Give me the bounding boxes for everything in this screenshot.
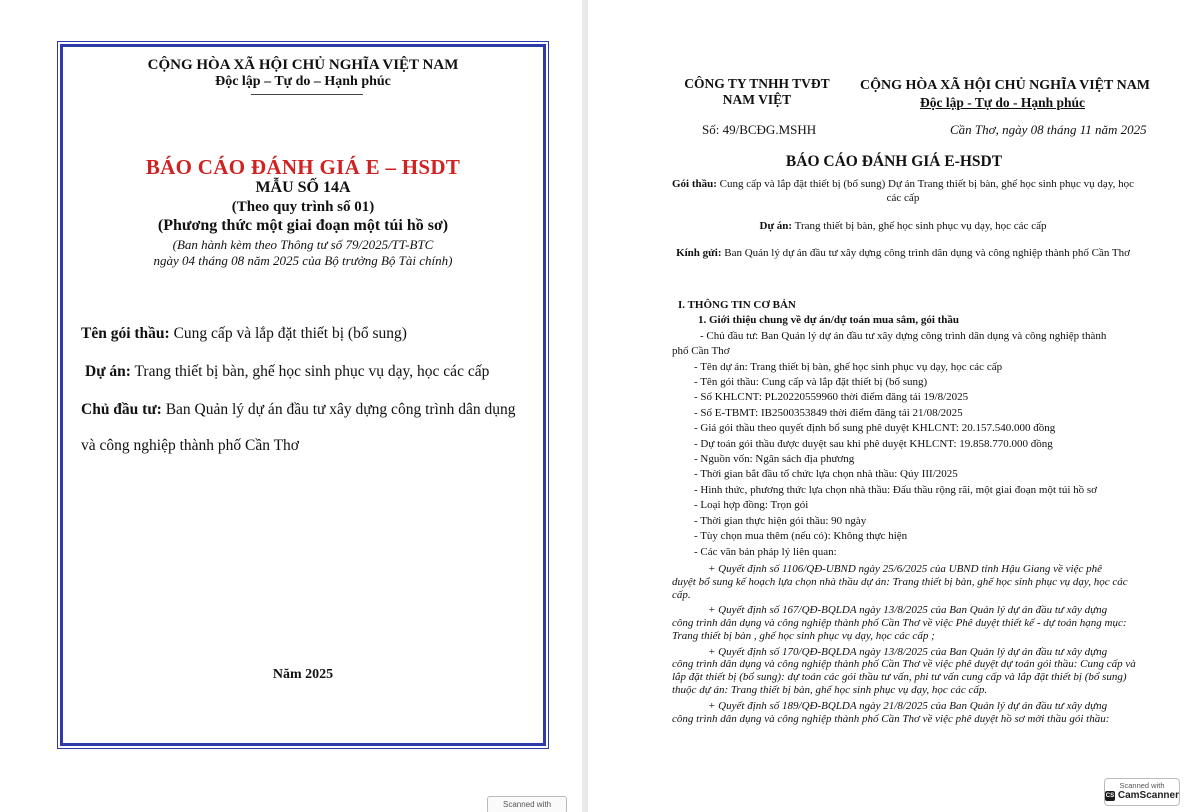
recipient-line: [668, 246, 1138, 260]
legal-item-first-line: + Quyết định số 167/QĐ-BQLDA ngày 13/8/2025 của Ban Quản lý dự án đầu tư xây dựng: [708, 604, 1108, 617]
investor-value: Ban Quản lý dự án đầu tư xây dựng công trình dân dụng: [161, 401, 516, 418]
legal-document-item: [672, 563, 1142, 601]
issued-note-line1: (Ban hành kèm theo Thông tư số 79/2025/TT-BTC: [172, 237, 434, 252]
subsection-heading: 1. Giới thiệu chung về dự án/dự toán mua sắm, gói thầu: [698, 314, 960, 327]
document-date: Cần Thơ, ngày 08 tháng 11 năm 2025: [950, 122, 1147, 137]
list-item: - Tên gói thầu: Cung cấp và lắp đặt thiết bị (bổ sung): [694, 376, 928, 389]
package-field: [81, 325, 407, 343]
report-title: BÁO CÁO ĐÁNH GIÁ E – HSDT: [145, 155, 461, 179]
list-item: - Tên dự án: Trang thiết bị bàn, ghế học sinh phục vụ dạy, học các cấp: [694, 360, 1003, 373]
legal-item-first-line: + Quyết định số 1106/QĐ-UBND ngày 25/6/2025 của UBND tỉnh Hậu Giang về việc phê: [708, 562, 1102, 575]
list-item: - Loại hợp đồng: Trọn gói: [694, 499, 809, 512]
document-page-report: [588, 0, 1200, 812]
list-item: - Số E-TBMT: IB2500353849 thời điểm đăng tải 21/08/2025: [694, 406, 963, 419]
project-value: Trang thiết bị bàn, ghế học sinh phục vụ dạy, học các cấp: [130, 363, 490, 380]
legal-document-item: [672, 700, 1142, 726]
list-item: - Các văn bản pháp lý liên quan:: [694, 545, 837, 558]
investor-item-continued: phố Cần Thơ: [672, 345, 730, 358]
motto: Độc lập - Tự do - Hạnh phúc: [920, 95, 1086, 110]
cover-border-frame: [60, 44, 546, 746]
report-body: [672, 298, 1142, 725]
issued-note-line2: ngày 04 tháng 08 năm 2025 của Bộ trưởng Bộ Tài chính): [153, 253, 453, 268]
company-name: [662, 76, 852, 108]
list-item: - Số KHLCNT: PL20220559960 thời điểm đăng tải 19/8/2025: [694, 391, 969, 404]
legal-document-item: [672, 646, 1142, 697]
list-item: - Thời gian bắt đầu tổ chức lựa chọn nhà thầu: Qúy III/2025: [694, 468, 958, 481]
nation-heading: CỘNG HÒA XÃ HỘI CHỦ NGHĨA VIỆT NAM: [860, 78, 1151, 93]
project-line: [668, 219, 1138, 233]
document-number: Số: 49/BCĐG.MSHH: [702, 122, 817, 137]
legal-item-rest: công trình dân dụng và công nghiệp thành phố Cần Thơ về việc Phê duyệt thiết kế - dự toán hạng mục: Trang thiết bị bàn , ghế học sinh phục vụ dạy, học các cấp ;: [672, 617, 1127, 642]
investor-field: [81, 401, 515, 419]
legal-item-first-line: + Quyết định số 189/QĐ-BQLDA ngày 21/8/2025 của Ban Quản lý dự án đầu tư xây dựng: [708, 699, 1108, 712]
process-note: (Theo quy trình số 01): [231, 199, 375, 215]
investor-item: - Chủ đầu tư: Ban Quản lý dự án đầu tư xây dựng công trình dân dụng và công nghiệp thành: [700, 329, 1107, 342]
legal-item-rest: công trình dân dụng và công nghiệp thành phố Cần Thơ về việc phê duyệt dự toán gói thầu: Cung cấp và lắp đặt thiết bị (bổ sung): dự toán các gói thầu tư vấn, phi tư vấn cung cấp và lắp đặt thiết bị (bổ sung) thuộc dự án: Trang thiết bị bàn, ghế học sinh phục vụ dạy, học các cấp.: [672, 658, 1136, 697]
package-value: Cung cấp và lắp đặt thiết bị (bổ sung): [169, 325, 407, 342]
motto-underline: [251, 94, 363, 95]
list-item: - Dự toán gói thầu được duyệt sau khi phê duyệt KHLCNT: 19.858.770.000 đồng: [694, 437, 1053, 450]
package-label: Tên gói thầu:: [81, 325, 170, 342]
section-heading: I. THÔNG TIN CƠ BẢN: [678, 299, 796, 311]
list-item: - Hình thức, phương thức lựa chọn nhà thầu: Đấu thầu rộng rãi, một giai đoạn một túi hồ sơ: [694, 483, 1097, 496]
motto: Độc lập – Tự do – Hạnh phúc: [215, 74, 391, 89]
nation-heading: CỘNG HÒA XÃ HỘI CHỦ NGHĨA VIỆT NAM: [147, 57, 459, 73]
package-line: [668, 177, 1138, 205]
legal-item-first-line: + Quyết định số 170/QĐ-BQLDA ngày 13/8/2025 của Ban Quản lý dự án đầu tư xây dựng: [708, 645, 1108, 658]
list-item: - Thời gian thực hiện gói thầu: 90 ngày: [694, 514, 867, 527]
investor-label: Chủ đầu tư:: [81, 401, 162, 418]
legal-item-rest: công trình dân dụng và công nghiệp thành phố Cần Thơ về việc phê duyệt hồ sơ mời thầu gói thầu:: [672, 712, 1110, 725]
camscanner-caption: Scanned with: [1119, 781, 1165, 790]
package-label: Gói thầu:: [671, 178, 717, 190]
recipient-label: Kính gửi:: [676, 247, 722, 259]
cover-year: Năm 2025: [272, 667, 334, 682]
camscanner-name: CamScanner: [1117, 790, 1179, 801]
report-title: BÁO CÁO ĐÁNH GIÁ E-HSDT: [785, 153, 1003, 170]
project-label: Dự án:: [85, 363, 131, 380]
company-name-line1: CÔNG TY TNHH TVĐT: [684, 76, 830, 91]
package-value: Cung cấp và lắp đặt thiết bị (bổ sung) Dự án Trang thiết bị bàn, ghế học sinh phục vụ dạy, học các cấp: [716, 178, 1134, 204]
legal-item-rest: duyệt bổ sung kế hoạch lựa chọn nhà thầu dự án: Trang thiết bị bàn, ghế học sinh phục vụ dạy, học các cấp.: [672, 575, 1128, 601]
method-note: (Phương thức một giai đoạn một túi hồ sơ): [157, 217, 449, 234]
form-number: MẪU SỐ 14A: [255, 179, 351, 196]
project-value: Trang thiết bị bàn, ghế học sinh phục vụ dạy, học các cấp: [792, 220, 1047, 232]
legal-document-item: [672, 604, 1142, 642]
list-item: - Tùy chọn mua thêm (nếu có): Không thực hiện: [694, 530, 908, 543]
camscanner-icon: CS: [1105, 792, 1115, 799]
project-field: [85, 363, 489, 381]
camscanner-stamp-partial: Scanned with: [487, 796, 567, 812]
company-name-line2: NAM VIỆT: [722, 92, 792, 107]
project-label: Dự án:: [759, 220, 793, 232]
list-item: - Nguồn vốn: Ngân sách địa phương: [694, 453, 855, 466]
camscanner-stamp: [1104, 778, 1180, 806]
recipient-value: Ban Quản lý dự án đầu tư xây dựng công trình dân dụng và công nghiệp thành phố Cần Thơ: [721, 247, 1130, 259]
list-item: - Giá gói thầu theo quyết định bổ sung phê duyệt KHLCNT: 20.157.540.000 đồng: [694, 422, 1056, 435]
camscanner-brand: [1105, 790, 1179, 801]
document-page-cover: [0, 0, 582, 812]
investor-value-continued: và công nghiệp thành phố Cần Thơ: [81, 437, 299, 454]
